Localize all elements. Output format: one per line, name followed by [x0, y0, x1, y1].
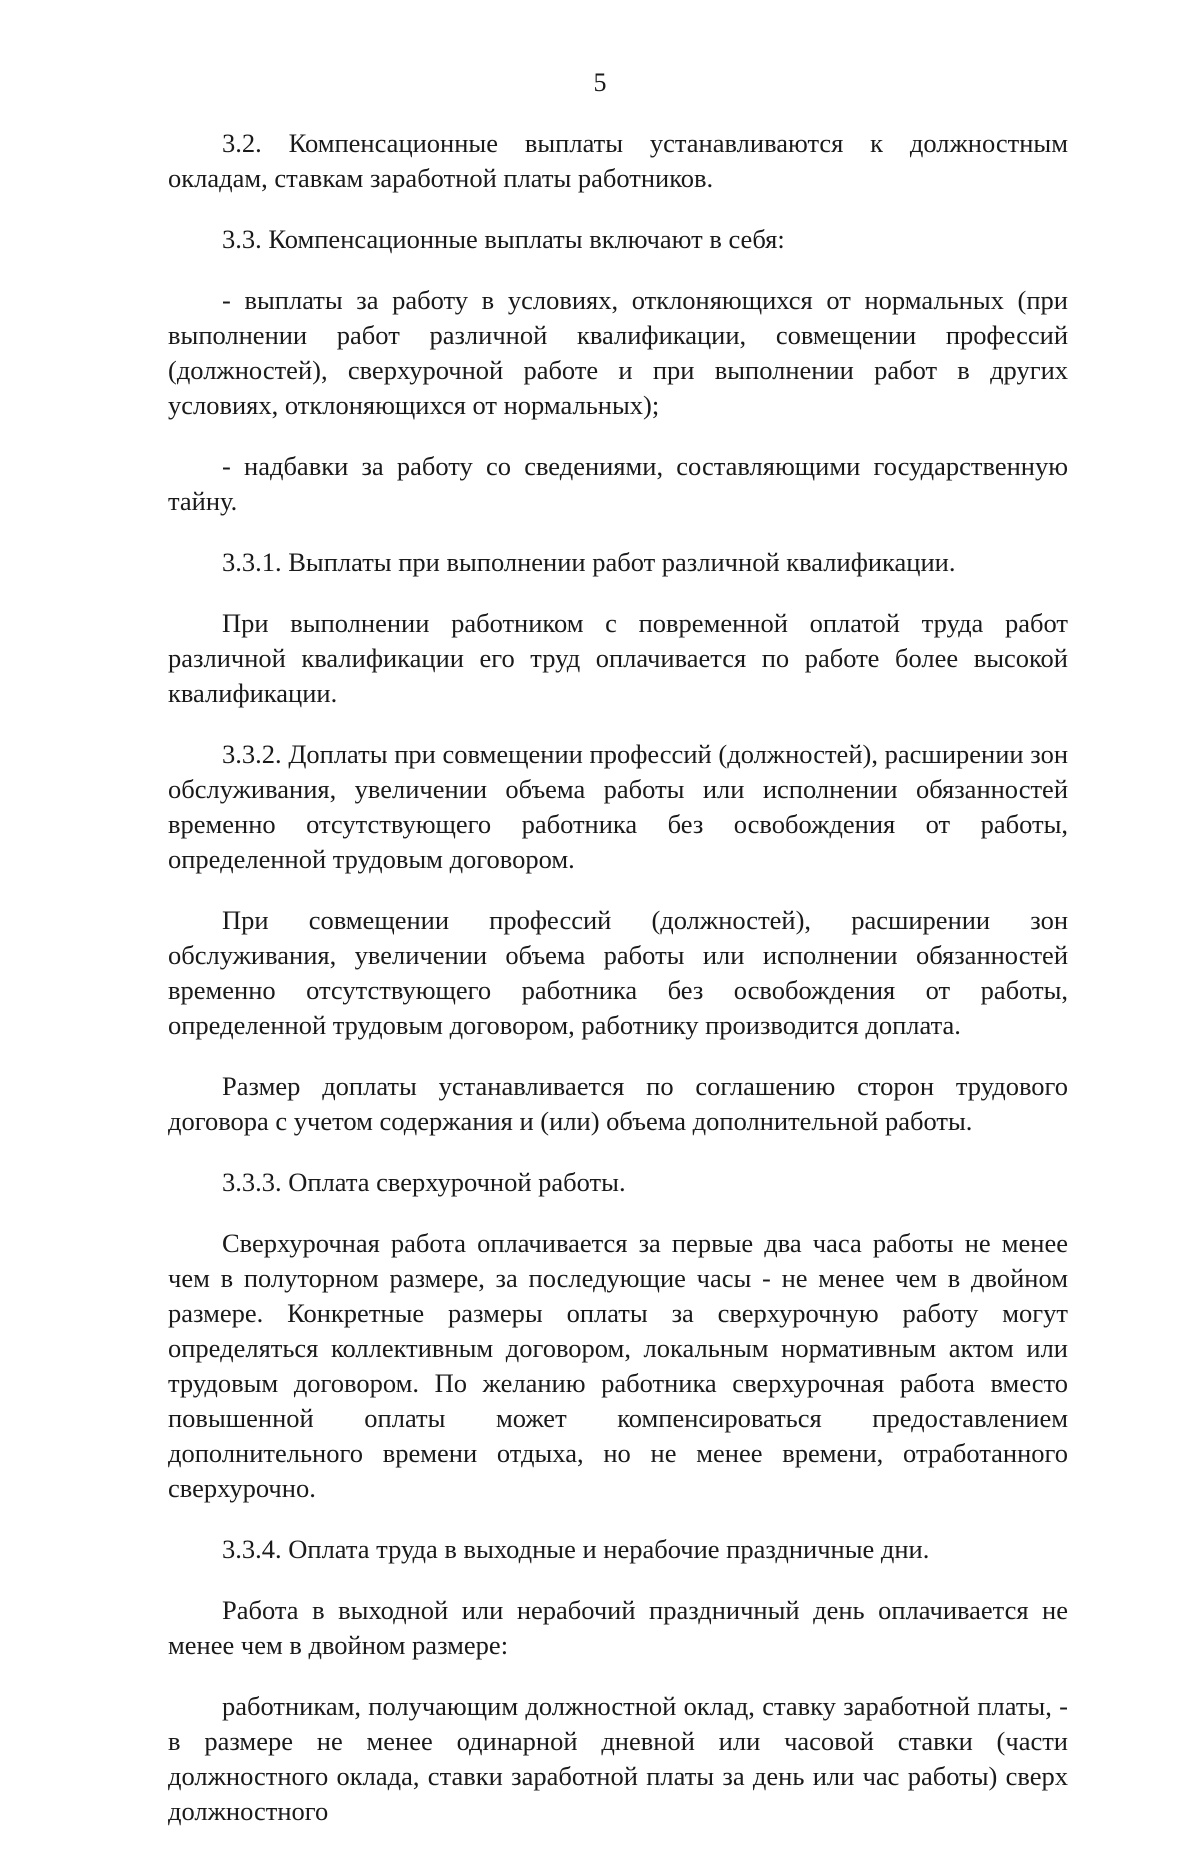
paragraph-overtime-pay: Сверхурочная работа оплачивается за первые два часа работы не менее чем в полуторном размере, за последующие часы - не менее чем в двойном размере. Конкретные размеры оплаты за сверхурочную работу могут определяться коллективным договором, локальным нормативным актом или трудовым договором. По желанию работника сверхурочная работа вместо повышенной оплаты может компенсироваться предоставлением дополнительного времени отдыха, но не менее времени, отработанного сверхурочно.	[168, 1228, 1068, 1503]
paragraph-salaried-workers: работникам, получающим должностной оклад, ставку заработной платы, - в размере не менее одинарной дневной или часовой ставки (части должностного оклада, ставки заработной платы за день или час работы) сверх должностного	[168, 1691, 1068, 1826]
paragraph-3-3: 3.3. Компенсационные выплаты включают в себя:	[222, 224, 785, 254]
heading-3-3-1: 3.3.1. Выплаты при выполнении работ различной квалификации.	[222, 547, 956, 577]
document-body	[168, 126, 1068, 1855]
page-number: 5	[593, 68, 607, 97]
paragraph-combination-pay: При совмещении профессий (должностей), расширении зон обслуживания, увеличении объема работы или исполнении обязанностей временно отсутствующего работника без освобождения от работы, определенной трудовым договором, работнику производится доплата.	[168, 905, 1068, 1040]
paragraph-holiday-pay: Работа в выходной или нерабочий праздничный день оплачивается не менее чем в двойном размере:	[168, 1595, 1068, 1660]
list-item-deviation-payments: - выплаты за работу в условиях, отклоняющихся от нормальных (при выполнении работ различной квалификации, совмещении профессий (должностей), сверхурочной работе и при выполнении работ в других условиях, отклоняющихся от нормальных);	[168, 285, 1068, 420]
heading-3-3-2: 3.3.2. Доплаты при совмещении профессий (должностей), расширении зон обслуживания, увеличении объема работы или исполнении обязанностей временно отсутствующего работника без освобождения от работы, определенной трудовым договором.	[168, 739, 1068, 874]
heading-3-3-4: 3.3.4. Оплата труда в выходные и нерабочие праздничные дни.	[222, 1534, 930, 1564]
paragraph-3-2: 3.2. Компенсационные выплаты устанавливаются к должностным окладам, ставкам заработной платы работников.	[168, 128, 1068, 193]
paragraph-qualification-pay: При выполнении работником с повременной оплатой труда работ различной квалификации его труд оплачивается по работе более высокой квалификации.	[168, 608, 1068, 708]
list-item-secrecy-bonus: - надбавки за работу со сведениями, составляющими государственную тайну.	[168, 451, 1068, 516]
heading-3-3-3: 3.3.3. Оплата сверхурочной работы.	[222, 1167, 626, 1197]
paragraph-surcharge-amount: Размер доплаты устанавливается по соглашению сторон трудового договора с учетом содержания и (или) объема дополнительной работы.	[168, 1071, 1068, 1136]
